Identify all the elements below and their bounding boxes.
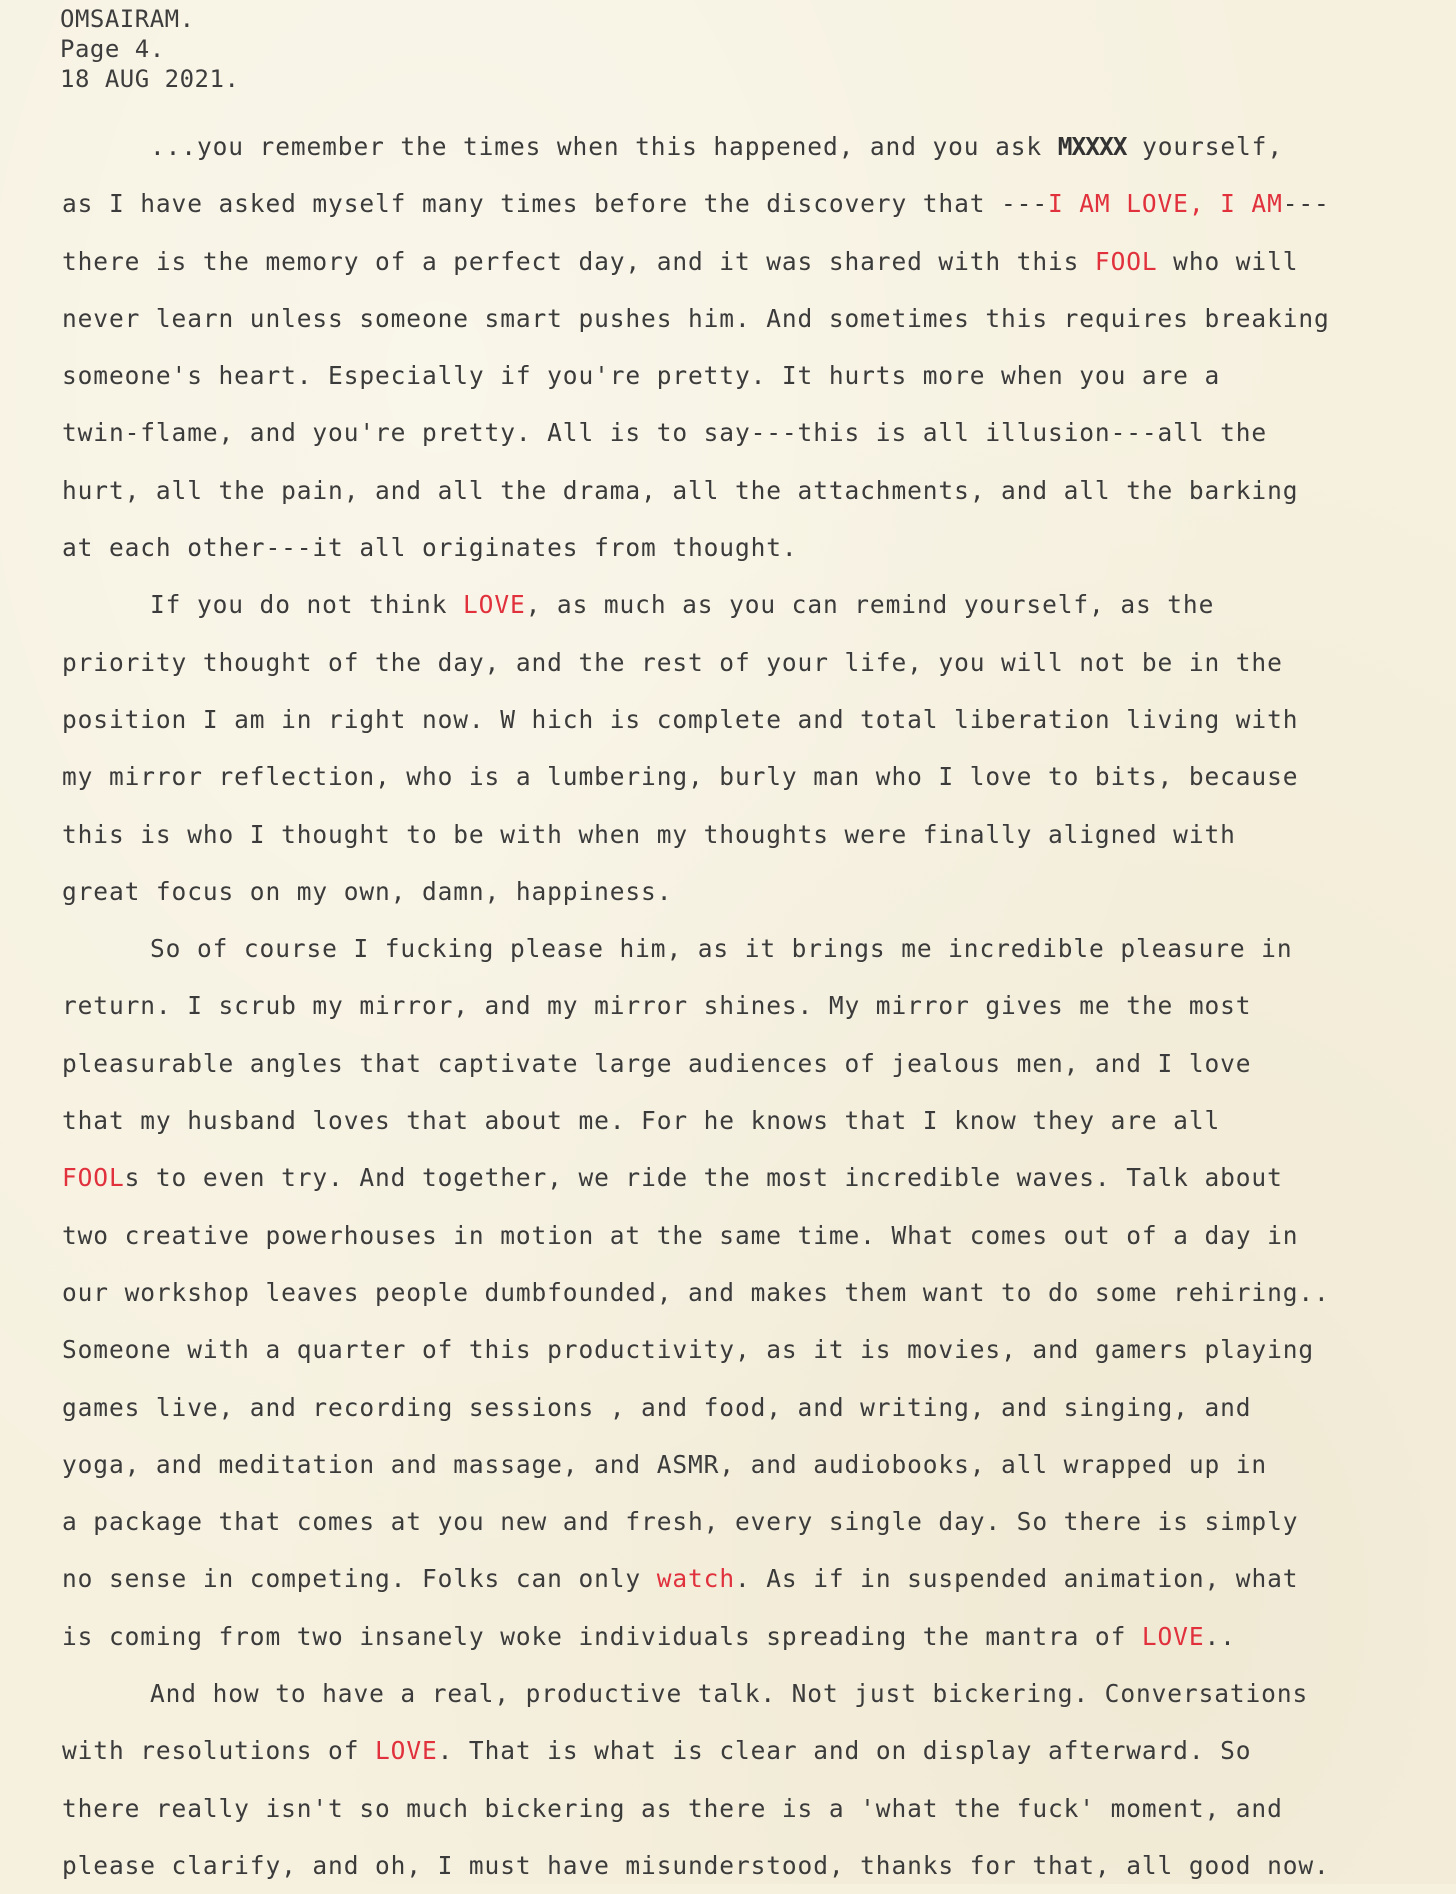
body-text — [62, 118, 1452, 1894]
highlighted-word: LOVE — [1141, 1621, 1205, 1651]
text-segment: is coming from two insanely woke individuals spreading the mantra of — [62, 1621, 1142, 1651]
text-segment: Someone with a quarter of this productivity, as it is movies, and gamers playing — [62, 1335, 1315, 1365]
text-line — [62, 1092, 1452, 1149]
text-line — [62, 118, 1452, 175]
header-greeting: OMSAIRAM. — [60, 5, 195, 33]
highlighted-word: I AM LOVE, I AM — [1047, 189, 1283, 219]
text-segment: So of course I fucking please him, as it brings me incredible pleasure in — [150, 934, 1293, 964]
text-segment: position I am in right now. W hich is complete and total liberation living with — [62, 704, 1299, 734]
text-line — [62, 576, 1452, 633]
header-date: 18 AUG 2021. — [60, 65, 240, 93]
text-segment: that my husband loves that about me. For he knows that I know they are all — [62, 1106, 1221, 1136]
text-segment: priority thought of the day, and the rest of your life, you will not be in the — [62, 647, 1283, 677]
text-line — [62, 1780, 1452, 1837]
text-segment: hurt, all the pain, and all the drama, all the attachments, and all the barking — [62, 475, 1299, 505]
text-line — [62, 748, 1452, 805]
highlighted-word: FOOL — [62, 1163, 125, 1193]
text-segment: , as much as you can remind yourself, as the — [525, 590, 1215, 620]
text-line — [62, 1436, 1452, 1493]
text-segment: yoga, and meditation and massage, and ASMR, and audiobooks, all wrapped up in — [62, 1449, 1268, 1479]
text-segment: there is the memory of a perfect day, and it was shared with this — [62, 246, 1095, 276]
text-line — [62, 1035, 1452, 1092]
text-segment: return. I scrub my mirror, and my mirror shines. My mirror gives me the most — [62, 991, 1252, 1021]
text-line — [62, 1149, 1452, 1206]
highlighted-word: LOVE — [463, 590, 526, 620]
text-segment: --- — [1282, 189, 1330, 219]
text-line — [62, 863, 1452, 920]
highlighted-word: watch — [656, 1564, 735, 1594]
text-line — [62, 462, 1452, 519]
header-page-number: Page 4. — [60, 35, 165, 63]
text-segment: If you do not think — [150, 590, 464, 620]
text-line — [62, 1321, 1452, 1378]
text-segment: our workshop leaves people dumbfounded, and makes them want to do some rehiring.. — [62, 1277, 1330, 1307]
highlighted-word: FOOL — [1094, 246, 1158, 276]
highlighted-word: LOVE — [375, 1736, 438, 1766]
text-line — [62, 175, 1452, 232]
text-line — [62, 920, 1452, 977]
text-segment: s to even try. And together, we ride the most incredible waves. Talk about — [124, 1163, 1283, 1193]
text-line — [62, 233, 1452, 290]
text-segment: with resolutions of — [62, 1736, 376, 1766]
text-segment: never learn unless someone smart pushes him. And sometimes this requires breaking — [62, 303, 1330, 333]
text-segment: a package that comes at you new and fresh, every single day. So there is simply — [62, 1507, 1299, 1537]
text-line — [62, 1608, 1452, 1665]
text-line — [62, 290, 1452, 347]
text-segment: .. — [1204, 1621, 1236, 1651]
text-line — [62, 404, 1452, 461]
text-segment: . As if in suspended animation, what — [734, 1564, 1299, 1594]
text-line — [62, 1550, 1452, 1607]
text-segment: at each other---it all originates from thought. — [62, 533, 798, 563]
text-line — [62, 634, 1452, 691]
text-segment: as I have asked myself many times before the discovery that --- — [62, 189, 1048, 219]
text-segment: two creative powerhouses in motion at the same time. What comes out of a day in — [62, 1220, 1299, 1250]
text-line — [62, 691, 1452, 748]
text-segment: there really isn't so much bickering as there is a 'what the fuck' moment, and — [62, 1793, 1283, 1823]
text-segment: pleasurable angles that captivate large audiences of jealous men, and I love — [62, 1048, 1252, 1078]
text-line — [62, 1493, 1452, 1550]
text-line — [62, 1379, 1452, 1436]
text-segment: this is who I thought to be with when my thoughts were finally aligned with — [62, 819, 1236, 849]
text-segment: someone's heart. Especially if you're pretty. It hurts more when you are a — [62, 361, 1221, 391]
text-segment: who will — [1157, 246, 1299, 276]
text-segment: yourself, — [1126, 132, 1283, 161]
text-line — [62, 1207, 1452, 1264]
text-segment: no sense in competing. Folks can only — [62, 1564, 657, 1594]
text-line — [62, 977, 1452, 1034]
text-line — [62, 1722, 1452, 1779]
text-segment: twin-flame, and you're pretty. All is to say---this is all illusion---all the — [62, 418, 1268, 448]
text-segment: my mirror reflection, who is a lumbering, burly man who I love to bits, because — [62, 762, 1299, 792]
text-segment: And how to have a real, productive talk. Not just bickering. Conversations — [150, 1679, 1309, 1709]
text-line — [62, 1665, 1452, 1722]
text-line — [62, 347, 1452, 404]
text-line — [62, 806, 1452, 863]
page-header — [60, 4, 239, 94]
text-line — [62, 519, 1452, 576]
text-line — [62, 1837, 1452, 1894]
text-segment: great focus on my own, damn, happiness. — [62, 876, 673, 906]
text-segment: please clarify, and oh, I must have misunderstood, thanks for that, all good now. — [62, 1850, 1330, 1880]
text-line — [62, 1264, 1452, 1321]
text-segment: . That is what is clear and on display afterward. So — [437, 1736, 1252, 1766]
text-segment: games live, and recording sessions , and food, and writing, and singing, and — [62, 1392, 1252, 1422]
struck-out-text: MXXXX — [1057, 132, 1127, 161]
text-segment: ...you remember the times when this happened, and you ask — [150, 132, 1058, 161]
